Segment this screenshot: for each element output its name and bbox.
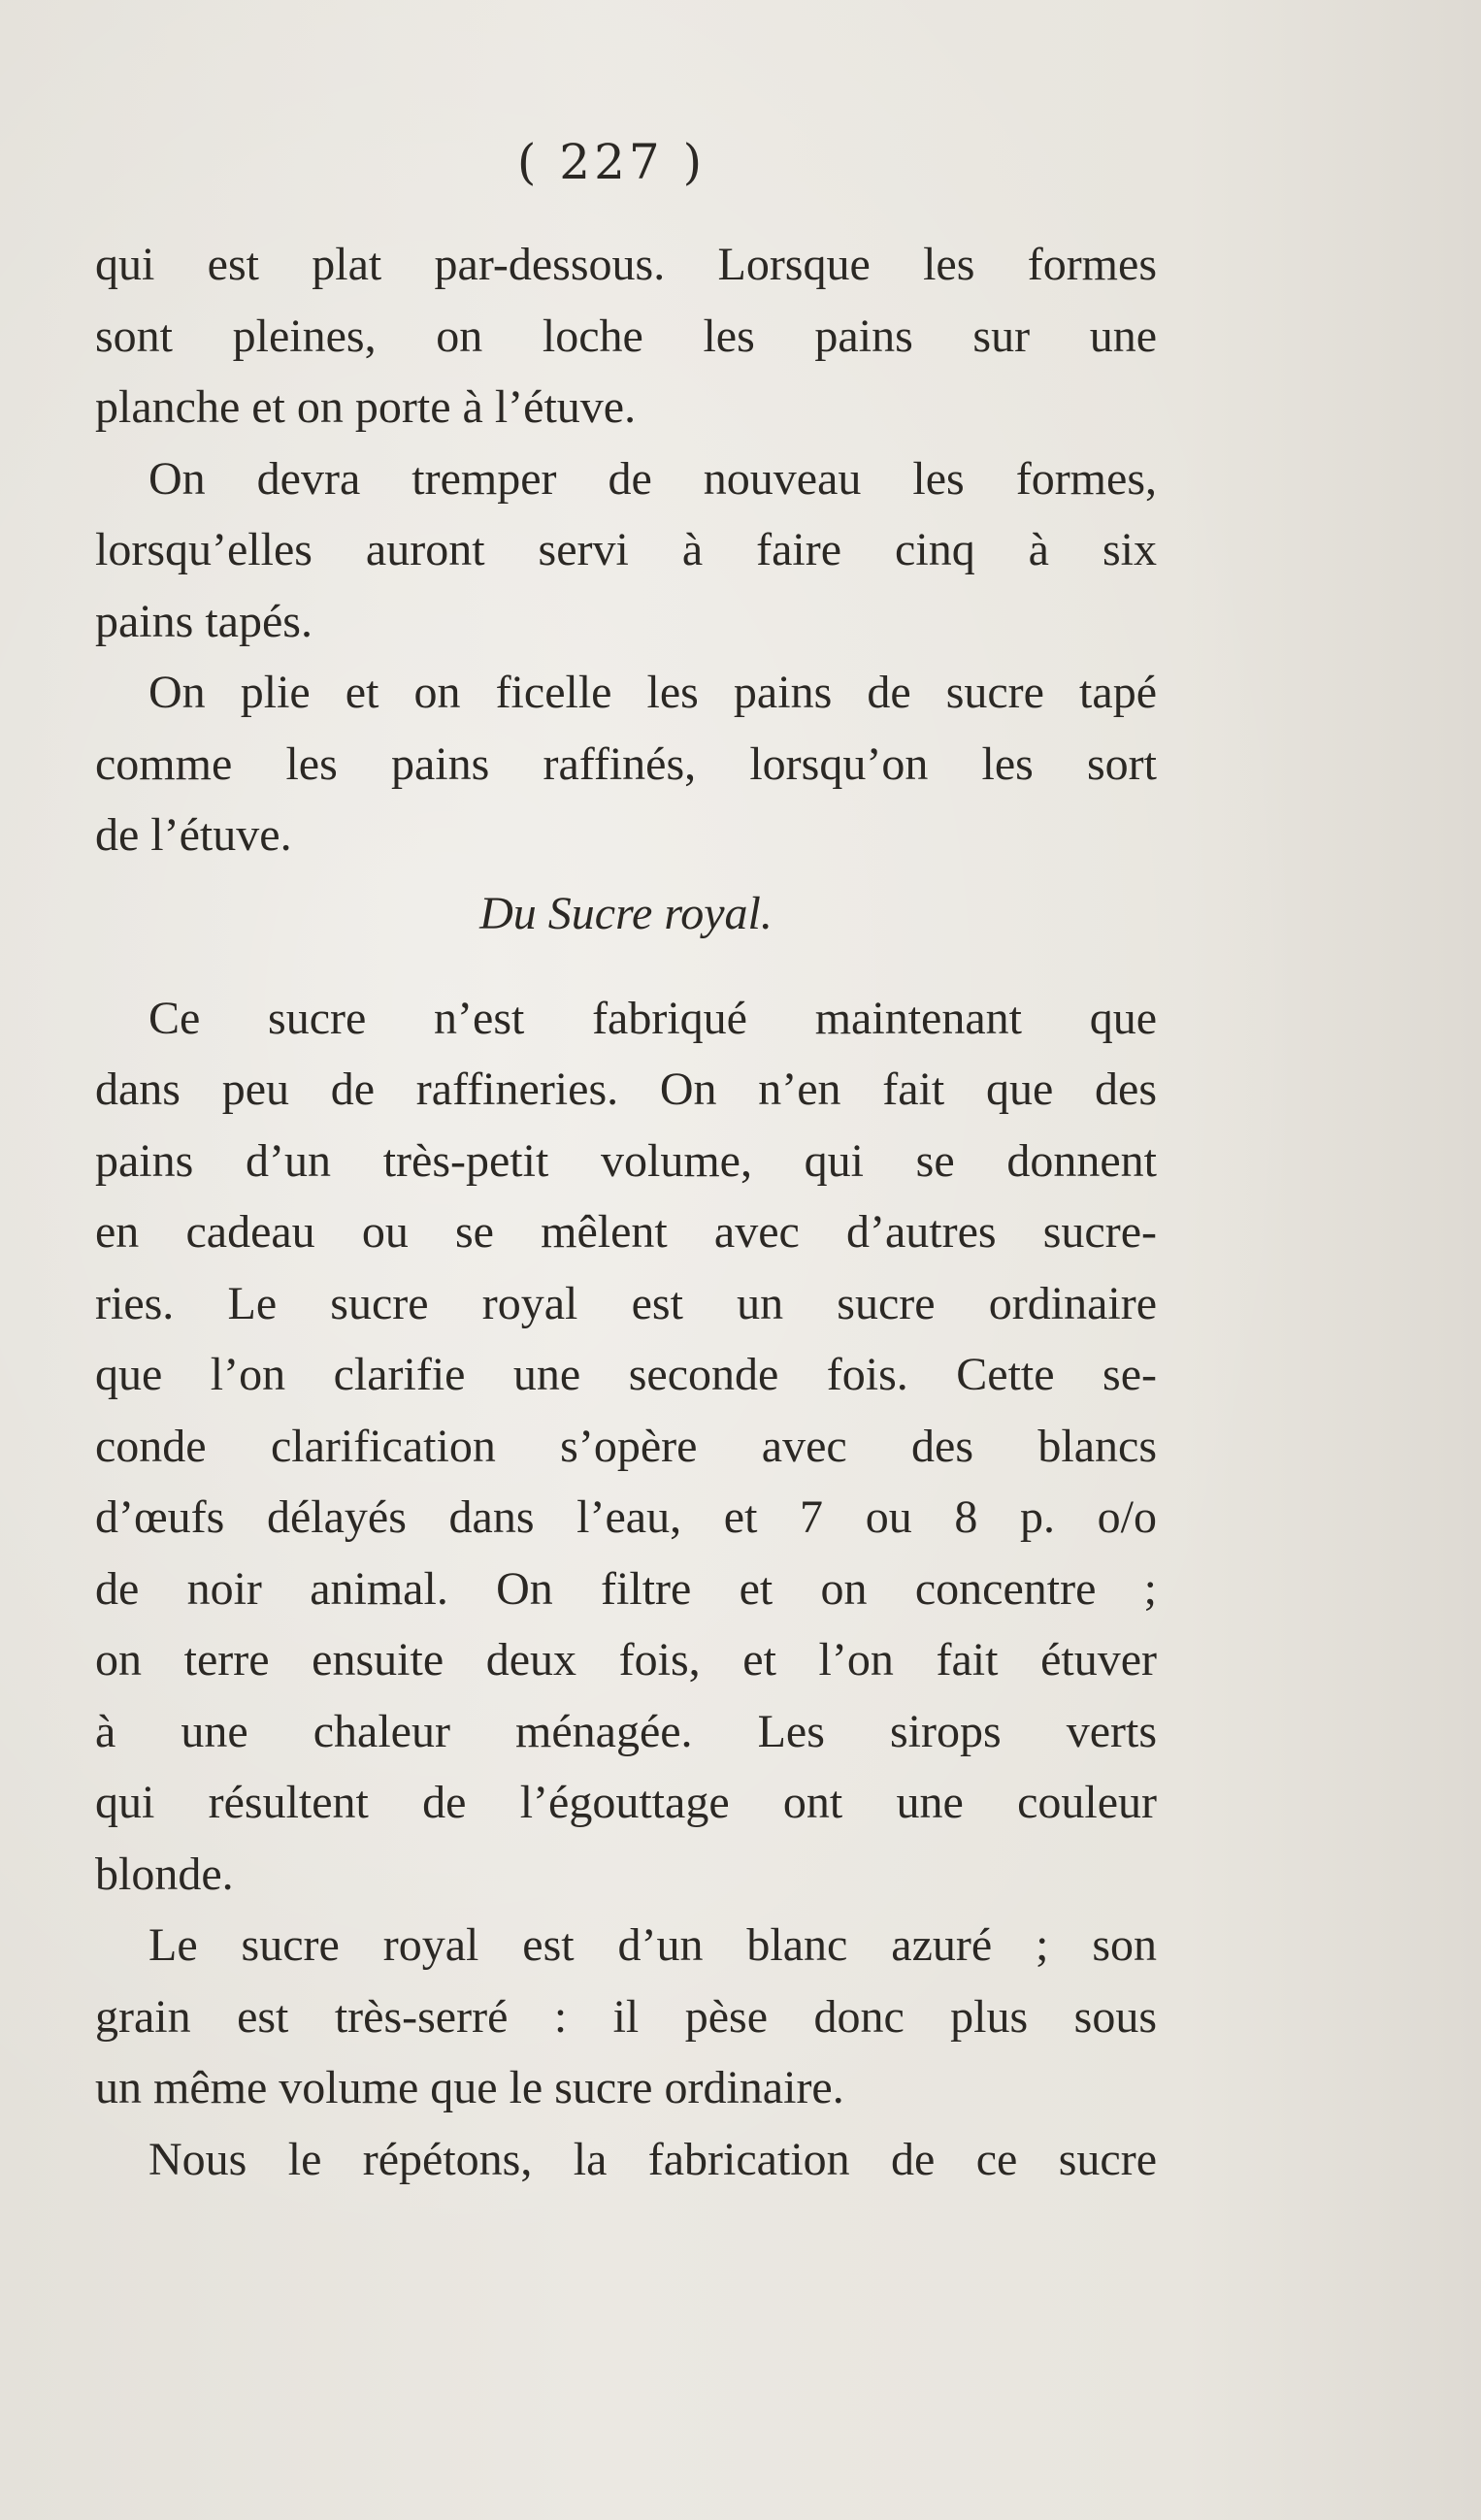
text-line: en cadeau ou se mêlent avec d’autres sucre- xyxy=(95,1206,1157,1258)
text-line: pains d’un très-petit volume, qui se donnent xyxy=(95,1134,1157,1187)
text-line: sont pleines, on loche les pains sur une xyxy=(95,310,1157,362)
text-line: On plie et on ficelle les pains de sucre tapé xyxy=(148,667,1157,718)
text-line: de l’étuve. xyxy=(95,809,292,861)
text-line: conde clarification s’opère avec des blancs xyxy=(95,1420,1157,1472)
text-line: qui est plat par-dessous. Lorsque les formes xyxy=(95,239,1157,290)
text-line: Le sucre royal est d’un blanc azuré ; son xyxy=(148,1919,1157,1971)
text-line: On devra tremper de nouveau les formes, xyxy=(148,452,1157,505)
page-number: ( 227 ) xyxy=(516,134,707,190)
text-line: un même volume que le sucre ordinaire. xyxy=(95,2062,844,2113)
text-line: grain est très-serré : il pèse donc plus sous xyxy=(95,1990,1157,2043)
text-line: que l’on clarifie une seconde fois. Cette se- xyxy=(95,1349,1157,1400)
text-line: à une chaleur ménagée. Les sirops verts xyxy=(95,1705,1157,1757)
text-line: blonde. xyxy=(95,1848,234,1900)
text-line: Ce sucre n’est fabriqué maintenant que xyxy=(148,992,1157,1044)
text-line: d’œufs délayés dans l’eau, et 7 ou 8 p. o/o xyxy=(95,1491,1157,1543)
text-line: lorsqu’elles auront servi à faire cinq à six xyxy=(95,524,1157,575)
text-line: qui résultent de l’égouttage ont une couleur xyxy=(95,1777,1157,1828)
text-line: pains tapés. xyxy=(95,595,313,647)
body-text xyxy=(95,229,1157,2195)
text-line: Nous le répétons, la fabrication de ce sucre xyxy=(148,2133,1157,2185)
text-line: de noir animal. On filtre et on concentre ; xyxy=(95,1562,1157,1615)
text-line: on terre ensuite deux fois, et l’on fait étuver xyxy=(95,1634,1157,1685)
text-line: planche et on porte à l’étuve. xyxy=(95,381,637,433)
text-line: dans peu de raffineries. On n’en fait que des xyxy=(95,1064,1157,1115)
text-line: ries. Le sucre royal est un sucre ordinaire xyxy=(95,1277,1157,1329)
text-line: comme les pains raffinés, lorsqu’on les sort xyxy=(95,737,1157,790)
section-heading: Du Sucre royal. xyxy=(479,887,773,939)
